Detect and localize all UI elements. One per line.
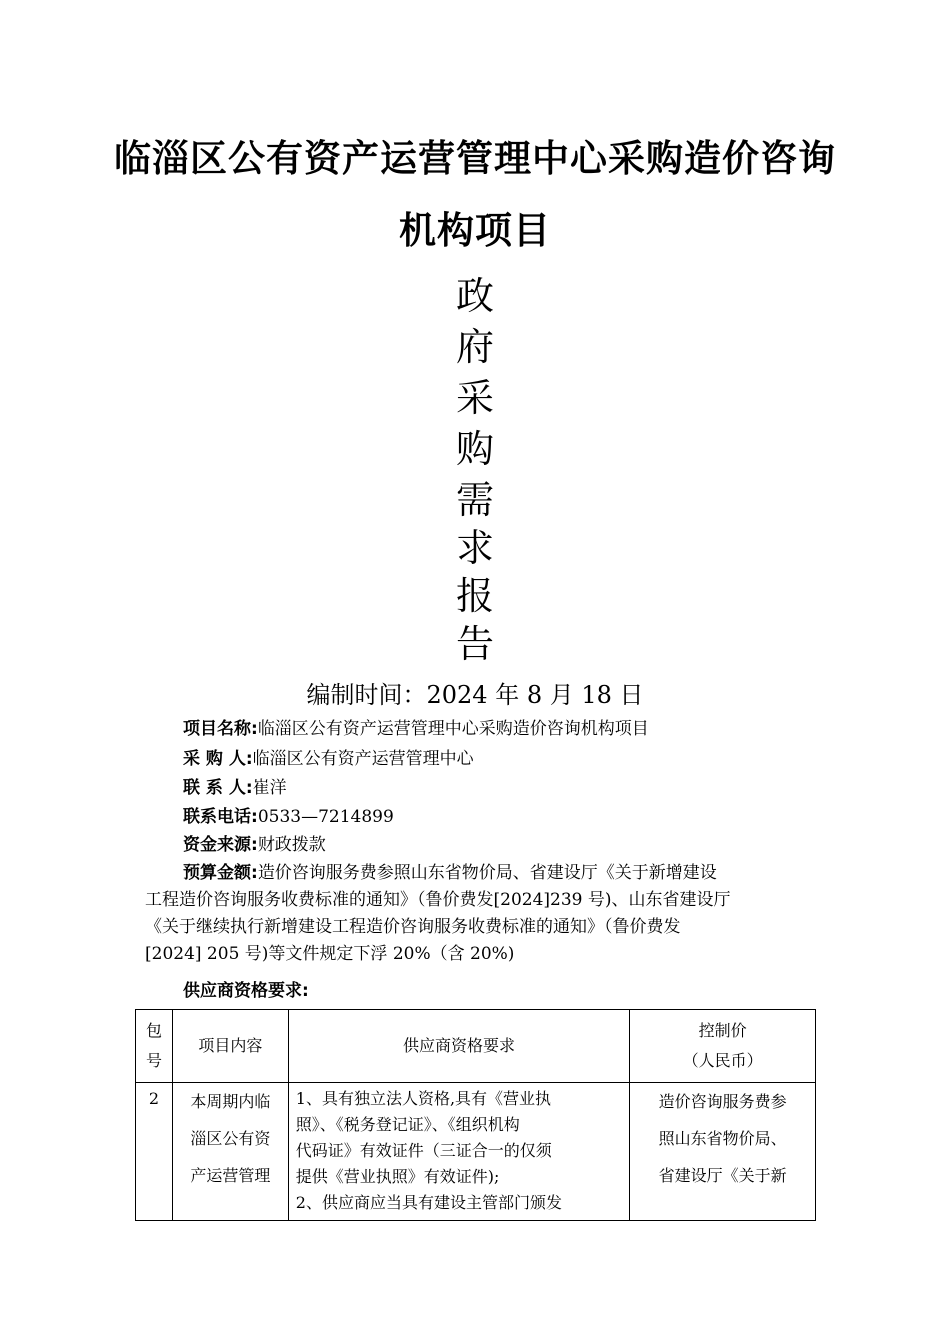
subtitle-char: 采 bbox=[455, 376, 494, 420]
budget-line4: [2024] 205 号)等文件规定下浮 20%（含 20%) bbox=[145, 944, 515, 964]
subtitle-char: 求 bbox=[455, 526, 494, 570]
header-package-no bbox=[136, 1010, 173, 1083]
package-no-cell bbox=[136, 1083, 173, 1221]
price-line: 照山东省物价局、 bbox=[658, 1129, 787, 1148]
subtitle-char: 府 bbox=[455, 325, 494, 369]
control-price-cell bbox=[630, 1083, 816, 1221]
subtitle-char: 需 bbox=[455, 478, 494, 522]
package-no: 2 bbox=[148, 1089, 160, 1108]
budget-line2: 工程造价咨询服务收费标准的通知》（鲁价费发[2024]239 号)、山东省建设厅 bbox=[145, 890, 731, 910]
project-name-row bbox=[183, 716, 649, 742]
header-package-no-line1: 包 bbox=[145, 1021, 162, 1040]
header-project-content: 项目内容 bbox=[172, 1010, 288, 1083]
header-control-price-line1: 控制价 bbox=[698, 1021, 747, 1040]
supplier-requirements-heading bbox=[183, 978, 309, 1004]
subtitle-char: 告 bbox=[455, 622, 494, 666]
table-header-row bbox=[136, 1010, 816, 1083]
phone-value: 0533—7214899 bbox=[257, 807, 394, 827]
requirement-line: 代码证》有效证件（三证合一的仅须 bbox=[295, 1141, 552, 1160]
content-line: 本周期内临 bbox=[190, 1092, 271, 1111]
header-supplier-requirements: 供应商资格要求 bbox=[288, 1010, 629, 1083]
content-line: 产运营管理 bbox=[190, 1166, 271, 1185]
project-name-label: 项目名称: bbox=[183, 719, 258, 739]
requirement-line: 提供《营业执照》有效证件); bbox=[295, 1167, 500, 1186]
document-title-line1: 临淄区公有资产运营管理中心采购造价咨询 bbox=[114, 137, 836, 180]
content-line: 淄区公有资 bbox=[190, 1129, 271, 1148]
purchaser-label: 采 购 人: bbox=[183, 749, 253, 769]
funding-label: 资金来源: bbox=[183, 835, 258, 855]
project-name-value: 临淄区公有资产运营管理中心采购造价咨询机构项目 bbox=[257, 719, 649, 739]
purchaser-row bbox=[183, 746, 474, 772]
contact-label: 联 系 人: bbox=[183, 778, 253, 798]
document-title-line2: 机构项目 bbox=[399, 209, 551, 252]
budget-paragraph bbox=[145, 860, 810, 968]
supplier-requirements-label: 供应商资格要求: bbox=[183, 981, 309, 1001]
subtitle-char: 政 bbox=[455, 274, 494, 318]
phone-label: 联系电话: bbox=[183, 807, 258, 827]
contact-value: 崔洋 bbox=[252, 778, 287, 798]
funding-row bbox=[183, 832, 326, 858]
header-control-price-line2: （人民币） bbox=[682, 1051, 763, 1070]
requirement-line: 1、具有独立法人资格,具有《营业执 bbox=[295, 1089, 552, 1108]
budget-line3: 《关于继续执行新增建设工程造价咨询服务收费标准的通知》（鲁价费发 bbox=[145, 917, 681, 937]
subtitle-char: 购 bbox=[455, 427, 494, 471]
header-package-no-line2: 号 bbox=[145, 1051, 162, 1070]
budget-line1: 造价咨询服务费参照山东省物价局、省建设厅《关于新增建设 bbox=[257, 863, 717, 883]
price-line: 造价咨询服务费参 bbox=[658, 1092, 787, 1111]
supplier-requirements-cell bbox=[288, 1083, 629, 1221]
compile-date: 编制时间：2024 年 8 月 18 日 bbox=[306, 681, 644, 709]
budget-label: 预算金额: bbox=[183, 863, 258, 883]
purchaser-value: 临淄区公有资产运营管理中心 bbox=[252, 749, 474, 769]
funding-value: 财政拨款 bbox=[257, 835, 326, 855]
subtitle-char: 报 bbox=[455, 574, 494, 618]
contact-row bbox=[183, 775, 287, 801]
requirement-line: 2、供应商应当具有建设主管部门颁发 bbox=[295, 1193, 562, 1212]
table-row bbox=[136, 1083, 816, 1221]
requirements-table bbox=[135, 1009, 816, 1221]
project-content-cell bbox=[172, 1083, 288, 1221]
requirement-line: 照》、《税务登记证》、《组织机构 bbox=[295, 1115, 520, 1134]
phone-row bbox=[183, 804, 394, 830]
price-line: 省建设厅《关于新 bbox=[658, 1166, 787, 1185]
header-control-price bbox=[630, 1010, 816, 1083]
